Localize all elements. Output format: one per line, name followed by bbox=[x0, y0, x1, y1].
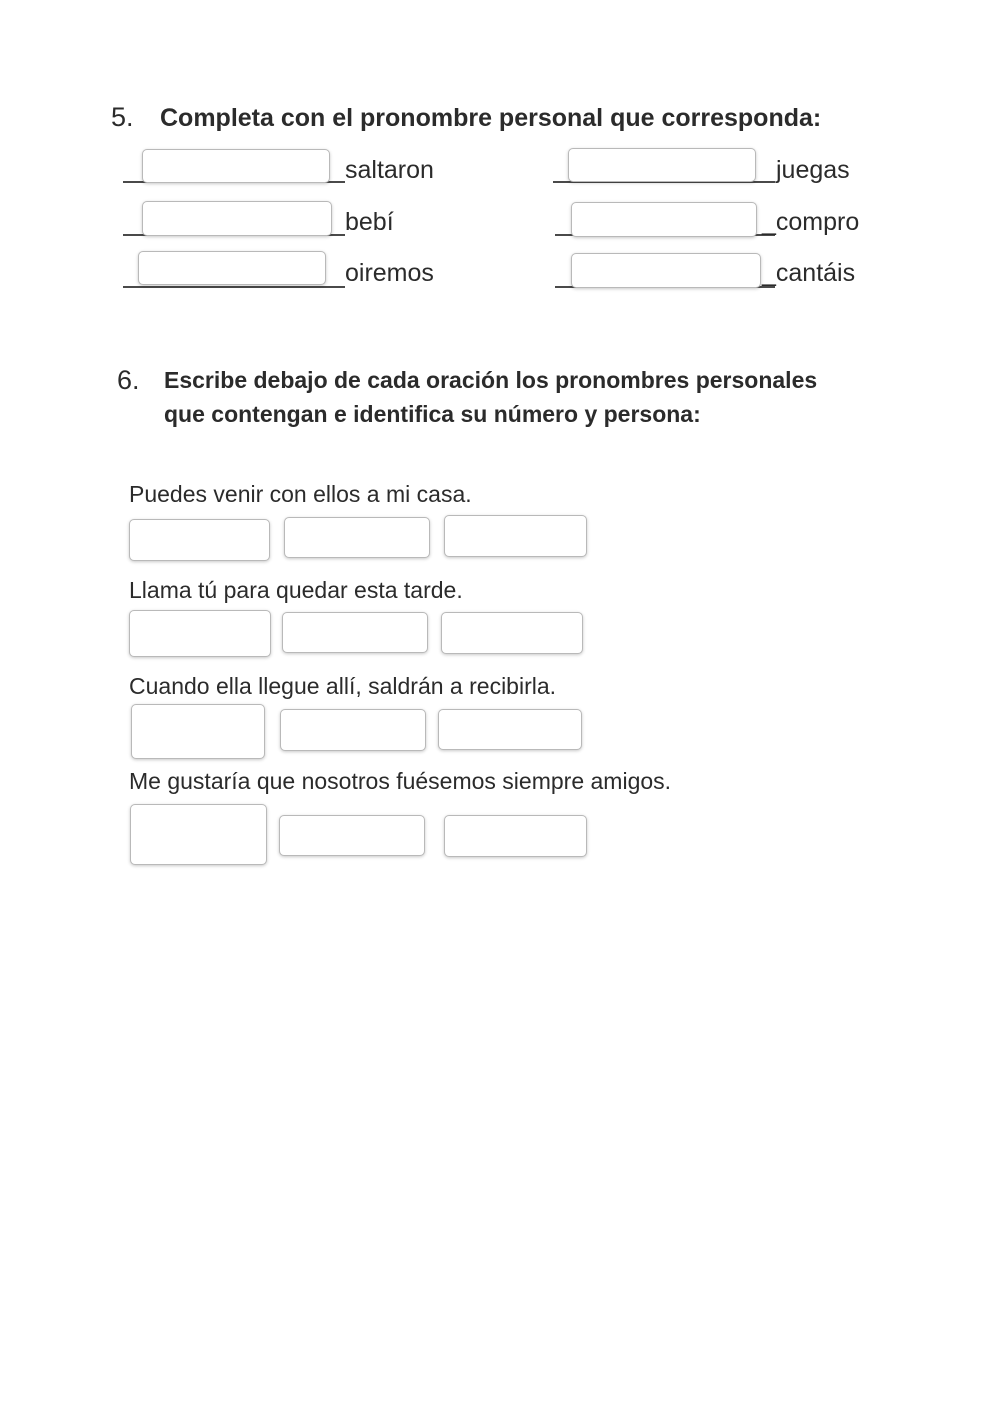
verb-label: _compro bbox=[762, 208, 860, 236]
answer-box-4-2[interactable] bbox=[279, 815, 425, 856]
answer-box-1-3[interactable] bbox=[444, 515, 587, 557]
exercise-5-title: Completa con el pronombre personal que corresponda: bbox=[160, 104, 822, 132]
answer-line bbox=[123, 286, 345, 288]
answer-box-1-1[interactable] bbox=[129, 519, 270, 561]
pronoun-input-5[interactable] bbox=[138, 251, 326, 285]
exercise-5-number: 5. bbox=[111, 102, 134, 132]
answer-box-4-3[interactable] bbox=[444, 815, 587, 857]
pronoun-input-6[interactable] bbox=[571, 253, 761, 288]
answer-box-3-3[interactable] bbox=[438, 709, 582, 750]
verb-label: oiremos bbox=[345, 259, 434, 287]
answer-box-2-2[interactable] bbox=[282, 612, 428, 653]
verb-label: _cantáis bbox=[762, 259, 856, 287]
answer-box-4-1[interactable] bbox=[130, 804, 267, 865]
exercise-6-title-line-2: que contengan e identifica su número y persona: bbox=[164, 401, 701, 427]
exercise-6-title-line-1: Escribe debajo de cada oración los pronombres personales bbox=[164, 367, 818, 393]
verb-label: juegas bbox=[776, 156, 850, 184]
sentence-4: Me gustaría que nosotros fuésemos siempre amigos. bbox=[129, 768, 672, 794]
sentence-1: Puedes venir con ellos a mi casa. bbox=[129, 481, 472, 507]
pronoun-input-4[interactable] bbox=[571, 202, 757, 237]
answer-box-1-2[interactable] bbox=[284, 517, 430, 558]
exercise-6-number: 6. bbox=[117, 365, 140, 395]
pronoun-input-2[interactable] bbox=[568, 148, 756, 182]
sentence-2: Llama tú para quedar esta tarde. bbox=[129, 577, 463, 603]
pronoun-input-3[interactable] bbox=[142, 201, 332, 236]
answer-box-2-1[interactable] bbox=[129, 610, 271, 657]
verb-label: bebí bbox=[345, 208, 394, 236]
answer-box-2-3[interactable] bbox=[441, 612, 583, 654]
verb-label: saltaron bbox=[345, 156, 434, 184]
answer-box-3-1[interactable] bbox=[131, 704, 265, 759]
sentence-3: Cuando ella llegue allí, saldrán a recibirla. bbox=[129, 673, 557, 699]
pronoun-input-1[interactable] bbox=[142, 149, 330, 183]
answer-box-3-2[interactable] bbox=[280, 709, 426, 751]
